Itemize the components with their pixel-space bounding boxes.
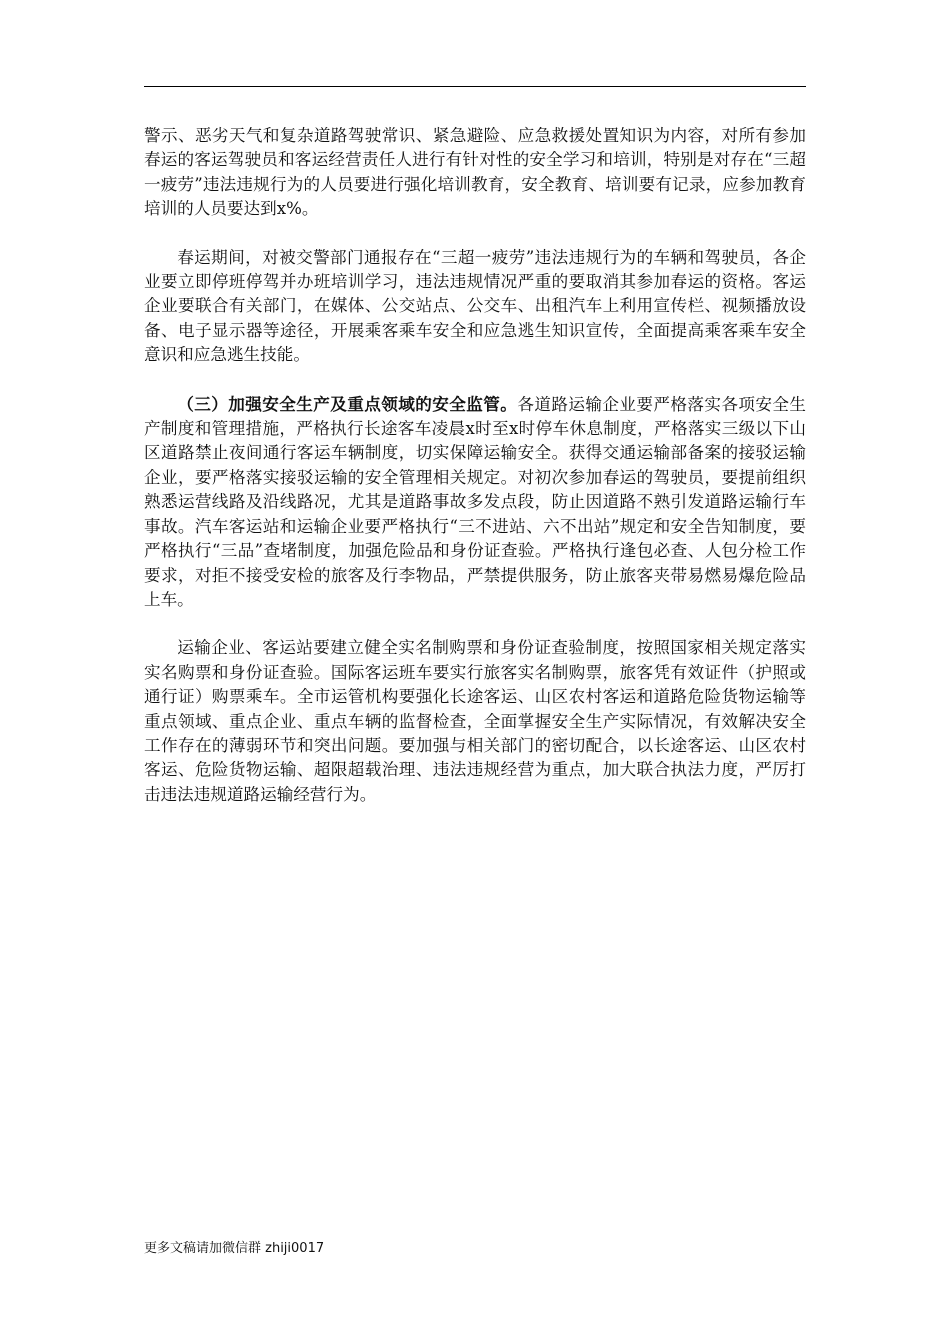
document-body [144,124,806,831]
paragraph-real-name-ticketing: 运输企业、客运站要建立健全实名制购票和身份证查验制度，按照国家相关规定落实实名购票和身份证查验。国际客运班车要实行旅客实名制购票，旅客凭有效证件（护照或通行证）购票乘车。全市运管机构要强化长途客运、山区农村客运和道路危险货物运输等重点领域、重点企业、重点车辆的监督检查，全面掌握安全生产实际情况，有效解决安全工作存在的薄弱环节和突出问题。要加强与相关部门的密切配合，以长途客运、山区农村客运、危险货物运输、超限超载治理、违法违规经营为重点，加大联合执法力度，严厉打击违法违规道路运输经营行为。 [144,638,806,804]
paragraph-continuation: 警示、恶劣天气和复杂道路驾驶常识、紧急避险、应急救援处置知识为内容，对所有参加春运的客运驾驶员和客运经营责任人进行有针对性的安全学习和培训，特别是对存在“三超一疲劳”违法违规行为的人员要进行强化培训教育，安全教育、培训要有记录，应参加教育培训的人员要达到x%。 [144,126,806,219]
header-rule [144,86,806,87]
section-heading-body: 各道路运输企业要严格落实各项安全生产制度和管理措施，严格执行长途客车凌晨x时至x时停车休息制度，严格落实三级以下山区道路禁止夜间通行客运车辆制度，切实保障运输安全。获得交通运输部备案的接驳运输企业，要严格落实接驳运输的安全管理相关规定。对初次参加春运的驾驶员，要提前组织熟悉运营线路及沿线路况，尤其是道路事故多发点段，防止因道路不熟引发道路运输行车事故。汽车客运站和运输企业要严格执行“三不进站、六不出站”规定和安全告知制度，要严格执行“三品”查堵制度，加强危险品和身份证查验。严格执行逢包必查、人包分检工作要求，对拒不接受安检的旅客及行李物品，严禁提供服务，防止旅客夹带易燃易爆危险品上车。 [144,394,807,609]
section-heading: （三）加强安全生产及重点领域的安全监管。 [177,393,518,414]
paragraph-spring-transport-drivers: 春运期间，对被交警部门通报存在“三超一疲劳”违法违规行为的车辆和驾驶员，各企业要立即停班停驾并办班培训学习，违法违规情况严重的要取消其参加春运的资格。客运企业要联合有关部门，在媒体、公交站点、公交车、出租汽车上利用宣传栏、视频播放设备、电子显示器等途径，开展乘客乘车安全和应急逃生知识宣传，全面提高乘客乘车安全意识和应急逃生技能。 [144,247,806,365]
page-footer: 更多文稿请加微信群 zhiji0017 [144,1241,325,1256]
paragraph-safety-supervision [144,392,806,613]
